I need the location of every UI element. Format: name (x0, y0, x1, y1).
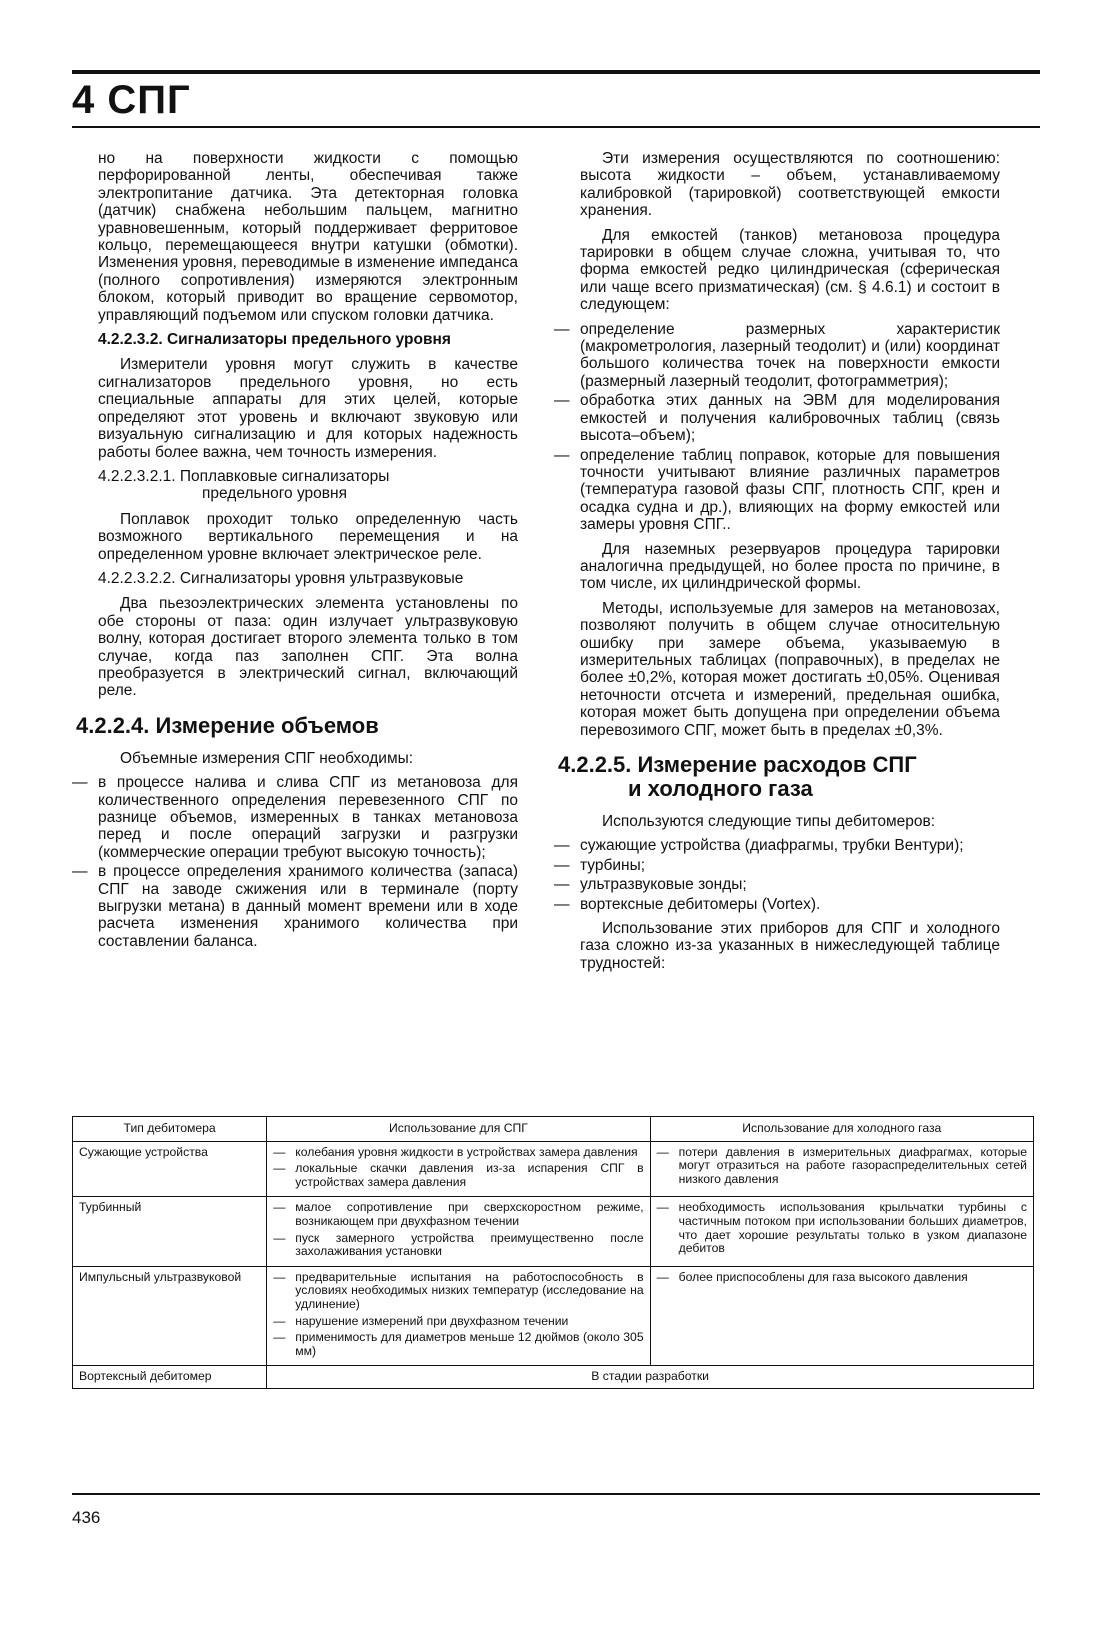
chapter-title: 4 СПГ (72, 78, 191, 122)
spg-usage-cell (267, 1197, 650, 1266)
right-column (558, 150, 1000, 979)
bullet-list (580, 321, 1000, 534)
list-item: — определение размерных характеристик (макрометрология, лазерный теодолит) и (или) координат большого количества точек на поверхности емкости (размерный лазерный теодолит, фотограмметрия); (554, 321, 1000, 391)
column-header: Тип дебитомера (73, 1117, 267, 1142)
spg-usage-cell (267, 1141, 650, 1197)
cold-gas-usage-cell (650, 1197, 1033, 1266)
development-status-cell: В стадии разработки (267, 1366, 1034, 1389)
section-heading-large: 4.2.2.4. Измерение объемов (76, 712, 379, 738)
list-item: — в процессе определения хранимого количества (запаса) СПГ на заводе сжижения или в терминале (порту выгрузки метана) в данный момент времени или в ходе расчета изменения хранимого количества при составлении баланса. (72, 863, 518, 950)
table-row (73, 1366, 1034, 1389)
footer-rule (72, 1493, 1040, 1495)
paragraph: Два пьезоэлектрических элемента установлены по обе стороны от паза: один излучает ультразвуковую волну, которая достигает второго элемента только в том случае, когда паз заполнен СПГ. Эта волна преобразуется в электрический сигнал, включающий реле. (98, 595, 518, 700)
subsection-heading: 4.2.2.3.2.2. Сигнализаторы уровня ультразвуковые (98, 569, 464, 587)
list-item: — турбины; (554, 857, 1000, 874)
paragraph: Объемные измерения СПГ необходимы: (120, 749, 414, 767)
column-header: Использование для СПГ (267, 1117, 650, 1142)
paragraph: Используются следующие типы дебитомеров: (602, 813, 936, 830)
flowmeter-type-cell: Импульсный ультразвуковой (73, 1266, 267, 1366)
flowmeter-table-wrapper (72, 1116, 1034, 1389)
cold-gas-usage-cell (650, 1141, 1033, 1197)
table-cell-item: — малое сопротивление при сверхскоростном режиме, возникающем при двухфазном течении (273, 1201, 643, 1228)
subsection-heading (98, 468, 518, 503)
paragraph: Эти измерения осуществляются по соотношению: высота жидкости – объем, устанавливаемому калибровкой (тарировкой) соответствующей емкости хранения. (580, 150, 1000, 220)
paragraph: Методы, используемые для замеров на метановозах, позволяют получить в общем случае относительную ошибку при замере объема, указываемую в измерительных таблицах (поправочных), в пределах не более ±0,2%, которая может достигать ±0,05%. Оценивая неточности отсчета и измерений, предельная ошибка, которая может быть допущена при определении объема перевозимого СПГ, может быть в пределах ±0,3%. (580, 599, 1000, 739)
paragraph: Для наземных резервуаров процедура тарировки аналогична предыдущей, но более проста по причине, в том числе, их цилиндрической формы. (580, 540, 1000, 593)
subsection-heading-line: предельного уровня (202, 485, 347, 503)
table-cell-item: — более приспособлены для газа высокого давления (657, 1271, 1027, 1285)
header-rule-top (72, 70, 1040, 74)
flowmeter-type-cell: Сужающие устройства (73, 1141, 267, 1197)
paragraph: но на поверхности жидкости с помощью перфорированной ленты, обеспечивая также электропитание датчика. Эта детекторная головка (датчик) снабжена небольшим пальцем, магнитно уравновешенным, который поддерживает ферритовое кольцо, перемещающееся внутри катушки (обмотки). Изменения уровня, переводимые в изменение импеданса (полного сопротивления) измеряются электронным блоком, который приводит во вращение сервомотор, управляющий подъемом или спуском головки датчика. (98, 150, 518, 324)
paragraph: Использование этих приборов для СПГ и холодного газа сложно из-за указанных в нижеследующей таблице трудностей: (580, 920, 1000, 972)
section-heading-large (558, 753, 1000, 801)
bullet-list (98, 774, 518, 950)
list-item: — обработка этих данных на ЭВМ для моделирования емкостей и получения калибровочных таблиц (связь высота–объем); (554, 392, 1000, 444)
table-cell-item: — пуск замерного устройства преимущественно после захолаживания установки (273, 1232, 643, 1259)
column-header: Использование для холодного газа (650, 1117, 1033, 1142)
section-heading: 4.2.2.3.2. Сигнализаторы предельного уровня (98, 331, 451, 349)
table-cell-item: — применимость для диаметров меньше 12 дюймов (около 305 мм) (273, 1331, 643, 1358)
list-item: — сужающие устройства (диафрагмы, трубки Вентури); (554, 837, 1000, 854)
list-item: — определение таблиц поправок, которые для повышения точности учитывают влияние различных параметров (температура газовой фазы СПГ, плотность СПГ, крен и осадка судна и др.), влияющих на форму емкостей или замеры уровня СПГ.. (554, 447, 1000, 534)
table-cell-item: — предварительные испытания на работоспособность в условиях необходимых низких температур (исследование на удлинение) (273, 1271, 643, 1312)
list-item: — вортексные дебитомеры (Vortex). (554, 896, 1000, 913)
table-row (73, 1141, 1034, 1197)
table-cell-item: — колебания уровня жидкости в устройствах замера давления (273, 1146, 643, 1160)
page-number: 436 (72, 1508, 101, 1527)
list-item: — ультразвуковые зонды; (554, 876, 1000, 893)
flowmeter-type-cell: Вортексный дебитомер (73, 1366, 267, 1389)
table-header-row (73, 1117, 1034, 1142)
bullet-list (580, 837, 1000, 913)
subsection-heading-line: 4.2.2.3.2.1. Поплавковые сигнализаторы (98, 467, 390, 485)
flowmeter-table (72, 1116, 1034, 1389)
flowmeter-type-cell: Турбинный (73, 1197, 267, 1266)
list-item: — в процессе налива и слива СПГ из метановоза для количественного определения перевезенного СПГ по разнице объемов, измеренных в танках метановоза перед и после операций загрузки и разгрузки (коммерческие операции требуют высокую точность); (72, 774, 518, 861)
spg-usage-cell (267, 1266, 650, 1366)
table-cell-item: — локальные скачки давления из-за испарения СПГ в устройствах замера давления (273, 1162, 643, 1189)
paragraph: Для емкостей (танков) метановоза процедура тарировки в общем случае сложна, учитывая то, что форма емкостей редко цилиндрическая (сферическая или чаще всего призматическая) (см. § 4.6.1) и состоит в следующем: (580, 226, 1000, 314)
table-row (73, 1197, 1034, 1266)
paragraph: Измерители уровня могут служить в качестве сигнализаторов предельного уровня, но есть специальные аппараты для этих целей, которые определяют этот уровень и включают звуковую или визуальную сигнализацию и для которых надежность работы более важна, чем точность измерения. (98, 356, 518, 461)
header-rule-bottom (72, 126, 1040, 128)
table-cell-item: — нарушение измерений при двухфазном течении (273, 1315, 643, 1329)
table-cell-item: — потери давления в измерительных диафрагмах, которые могут отразиться на работе газораспределительных сетей низкого давления (657, 1146, 1027, 1187)
left-column (76, 150, 518, 957)
section-heading-line: и холодного газа (628, 776, 813, 801)
section-heading-line: 4.2.2.5. Измерение расходов СПГ (558, 752, 917, 777)
paragraph: Поплавок проходит только определенную часть возможного вертикального перемещения и на определенном уровне включает электрическое реле. (98, 510, 518, 563)
table-cell-item: — необходимость использования крыльчатки турбины с частичным потоком при использовании больших диаметров, что дает хорошие результаты только в узком диапазоне дебитов (657, 1201, 1027, 1255)
cold-gas-usage-cell (650, 1266, 1033, 1366)
table-row (73, 1266, 1034, 1366)
